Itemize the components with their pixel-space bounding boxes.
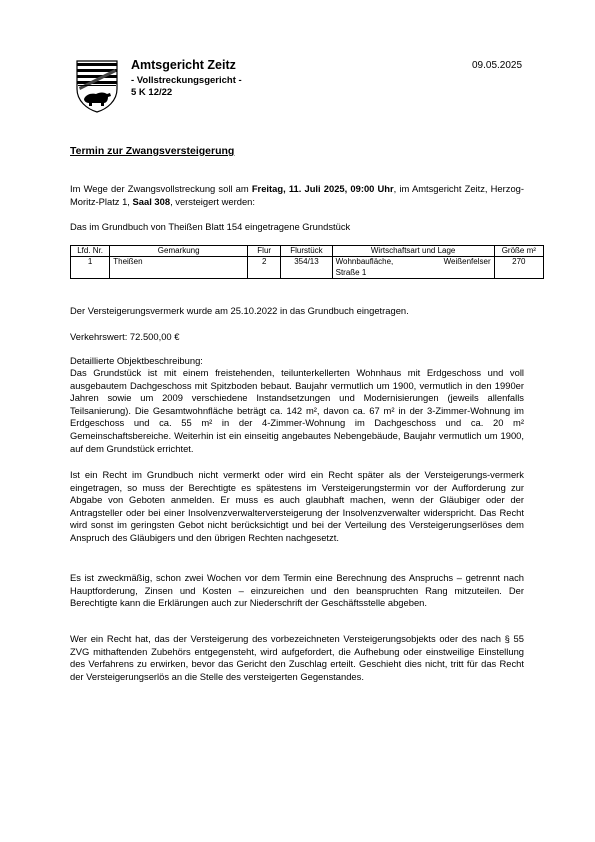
cell-wirtschaftsart [332, 257, 494, 279]
property-table [70, 245, 544, 279]
intro-post: , versteigert werden: [170, 195, 255, 207]
cell-groesse: 270 [494, 257, 543, 279]
court-division: - Vollstreckungsgericht - [131, 75, 242, 86]
cell-lfd-nr: 1 [71, 257, 110, 279]
intro-pre: Im Wege der Zwangsvollstreckung soll am [70, 183, 252, 194]
auction-date-time: Freitag, 11. Juli 2025, 09:00 Uhr [251, 183, 394, 194]
cell-flurstueck: 354/13 [281, 257, 332, 279]
intro-mid: , im Amtsgericht Zeitz, Herzog-Moritz-Platz 1, [70, 183, 525, 207]
col-header-flurstueck: Flurstück [281, 246, 332, 257]
grundbuch-text: Das im Grundbuch von Theißen Blatt 154 eingetragene Grundstück [70, 221, 351, 232]
col-header-groesse: Größe m² [494, 246, 543, 257]
wirtschaftsart-type: Wohnbaufläche, [335, 257, 394, 266]
vermerk-text: Der Versteigerungsvermerk wurde am 25.10.2022 in das Grundbuch eingetragen. [70, 305, 409, 316]
beschreibung-heading: Detaillierte Objektbeschreibung: [70, 355, 203, 366]
col-header-lfd-nr: Lfd. Nr. [71, 246, 110, 257]
cell-flur: 2 [248, 257, 281, 279]
document-title: Termin zur Zwangsversteigerung [70, 145, 235, 157]
zweckmaessig-paragraph: Es ist zweckmäßig, schon zwei Wochen vor dem Termin eine Berechnung des Anspruchs – getrennt nach Hauptforderung, Zinsen und Kosten – einzureichen und den beanspruchten Rang mitzuteilen. Der Berechtigte kann die Erklärungen auch zur Niederschrift der Geschäftsstelle abgeben. [70, 572, 524, 609]
auction-room: Saal 308 [132, 195, 171, 207]
coat-of-arms-icon [74, 59, 120, 113]
cell-gemarkung: Theißen [110, 257, 248, 279]
court-name: Amtsgericht Zeitz [131, 58, 236, 72]
intro-paragraph [70, 183, 524, 208]
wirtschaftsart-line-2: Straße 1 [335, 267, 367, 277]
wer-paragraph: Wer ein Recht hat, das der Versteigerung des vorbezeichneten Versteigerungsobjekts oder des nach § 55 ZVG mithaftenden Zubehörs entgegensteht, wird aufgefordert, die Aufhebung oder einstweilige Einstellung des Verfahrens zu erwirken, bevor das Gericht den Zuschlag erteilt. Geschieht dies nicht, tritt für das Recht der Versteigerungserlös an die Stelle des versteigerten Gegenstandes. [70, 633, 524, 682]
beschreibung-text: Das Grundstück ist mit einem freistehenden, teilunterkellerten Wohnhaus mit Erdgeschoss und voll ausgebautem Dachgeschoss mit Spitzboden bebaut. Baujahr vermutlich um 1900, vermutlich in den 1990er Jahren sowie um 2009 verschiedene Instandsetzungen und Modernisierungen (jeweils allenfalls Teilsanierung). Die Gesamtwohnfläche beträgt ca. 142 m², davon ca. 67 m² in der 3-Zimmer-Wohnung im Erdgeschoss und ca. 55 m² in der 4-Zimmer-Wohnung im Dachgeschoss und ca. 20 m² Gemeinschaftsbereiche. Weiterhin ist ein einseitig angebautes Nebengebäude, Baujahr vermutlich um 1900, auf dem Grundstück errichtet. [70, 367, 524, 454]
recht-paragraph: Ist ein Recht im Grundbuch nicht vermerkt oder wird ein Recht später als der Versteigerungs-vermerk eingetragen, so muss der Berechtigte es spätestens im Versteigerungstermin vor der Aufforderung zur Abgabe von Geboten anmelden. Er muss es auch glaubhaft machen, wenn der Gläubiger oder der Antragsteller oder bei einer Insolvenzverwalterversteigerung der Insolvenzverwalter widerspricht. Das Recht wird sonst im geringsten Gebot nicht berücksichtigt und bei der Verteilung des Versteigerungserlöses dem Anspruch des Gläubigers und den übrigen Rechten nachgesetzt. [70, 469, 524, 543]
case-number: 5 K 12/22 [131, 87, 173, 98]
document-date: 09.05.2025 [472, 60, 523, 71]
wirtschaftsart-line-1 [336, 257, 491, 268]
table-row [71, 257, 544, 279]
wirtschaftsart-street-a: Weißenfelser [443, 257, 491, 266]
col-header-wirtschaftsart: Wirtschaftsart und Lage [332, 246, 494, 257]
col-header-gemarkung: Gemarkung [110, 246, 248, 257]
col-header-flur: Flur [248, 246, 281, 257]
verkehrswert-text: Verkehrswert: 72.500,00 € [70, 331, 180, 342]
table-header-row [71, 246, 544, 257]
